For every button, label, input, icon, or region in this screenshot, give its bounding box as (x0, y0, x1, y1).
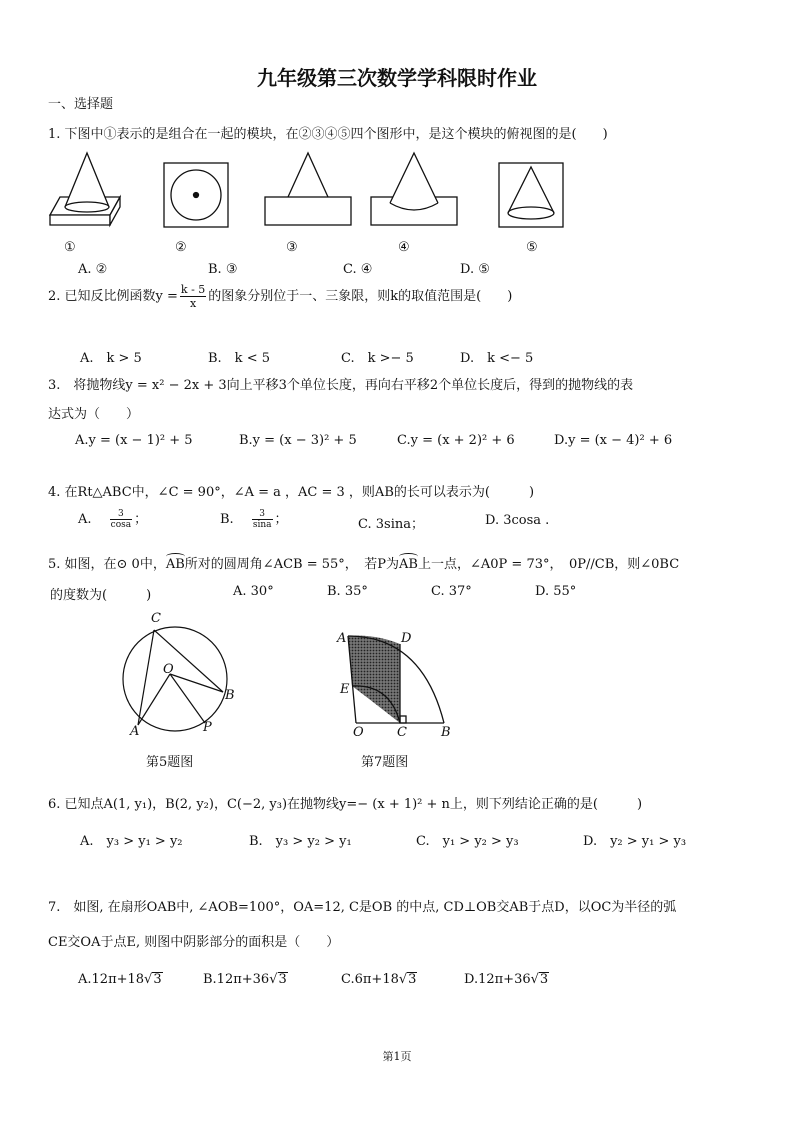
q3-option-b: B.y = (x − 3)² + 5 (239, 433, 357, 448)
q7-label-c: C (397, 725, 407, 740)
q2-stem (48, 283, 512, 310)
q6-option-b: B. y₃ > y₂ > y₁ (249, 834, 352, 849)
q4-option-b: B. $\frac{3}{\sin a}$ ； (220, 509, 288, 530)
q7-option-c-radicand: 3 (408, 972, 417, 987)
q1-figures (0, 145, 794, 265)
q7-option-b: B.12π+36√3 (203, 972, 287, 987)
q2-option-c: C. k >− 5 (341, 351, 414, 366)
q7-figure-caption: 第7题图 (361, 755, 409, 770)
q7-label-d: D (401, 631, 412, 646)
q5-label-p: P (203, 720, 212, 735)
q1-fig-label-3: ③ (286, 240, 298, 255)
q3-option-a: A.y = (x − 1)² + 5 (75, 433, 193, 448)
q5-option-a: A. 30° (233, 584, 274, 599)
q1-figure-1 (50, 153, 120, 225)
q2-frac-num: k - 5 (180, 283, 206, 296)
q1-option-b: B. ③ (208, 262, 238, 277)
q6-option-a: A. y₃ > y₁ > y₂ (80, 834, 183, 849)
q7-label-o: O (353, 725, 364, 740)
q6-stem: 6. 已知点A(1, y₁)，B(2, y₂)，C(−2, y₃)在抛物线y=− (x + 1)² + n上，则下列结论正确的是( ) (48, 797, 643, 812)
q2-option-b: B. k < 5 (208, 351, 270, 366)
q5-figure-caption: 第5题图 (146, 755, 194, 770)
q2-option-d: D. k <− 5 (460, 351, 534, 366)
q5-arc-ab-1: AB (165, 557, 185, 572)
q5-stem-line2: 的度数为( ) (50, 588, 152, 603)
q4-option-b-den: sina (252, 520, 272, 530)
q4-option-a-frac (110, 509, 132, 530)
page-number: 第1页 (382, 1050, 412, 1063)
q2-stem-b: 的图象分别位于一、三象限，则k的取值范围是( ) (208, 289, 513, 304)
q5-stem-b: 所对的圆周角∠ACB = 55°， 若P为 (184, 557, 400, 572)
q7-option-c-text: C.6π+18 (341, 972, 399, 987)
q2-stem-a: 2. 已知反比例函数y = (48, 289, 178, 304)
q1-fig-label-4: ④ (398, 240, 410, 255)
q5-option-d: D. 55° (535, 584, 577, 599)
q4-option-b-label: B. (220, 512, 234, 527)
q3-stem-line1: 3. 将抛物线y = x² − 2x + 3向上平移3个单位长度，再向右平移2个单位长度后，得到的抛物线的表 (48, 378, 634, 393)
q5-arc-ab-2: AB (399, 557, 418, 572)
q5-label-b: B (225, 688, 235, 703)
q7-option-b-text: B.12π+36 (203, 972, 270, 987)
q5-stem-a: 5. 如图，在⊙ 0中， (48, 557, 166, 572)
q5-label-c: C (151, 611, 161, 626)
q5-stem-line1 (48, 553, 679, 572)
q1-stem: 1. 下图中①表示的是组合在一起的模块，在②③④⑤四个图形中，是这个模块的俯视图的是( ) (48, 127, 608, 142)
q6-option-c: C. y₁ > y₂ > y₃ (416, 834, 519, 849)
q1-figure-4 (371, 153, 457, 225)
q1-figure-2 (164, 163, 228, 227)
q7-label-a: A (337, 631, 347, 646)
q1-option-a: A. ② (78, 262, 108, 277)
q4-option-b-num: 3 (252, 509, 273, 520)
q7-label-e: E (340, 682, 350, 697)
q4-option-a-num: 3 (110, 509, 132, 520)
q4-option-c: C. 3sina； (358, 517, 424, 532)
q5-figure (110, 612, 250, 742)
q4-stem: 4. 在Rt△ABC中，∠C = 90°，∠A = a ，AC = 3 ，则AB的长可以表示为( ) (48, 485, 535, 500)
q5-stem-c: 上一点，∠A0P = 73°， 0P//CB，则∠0BC (417, 557, 680, 572)
q1-option-d: D. ⑤ (460, 262, 490, 277)
q2-fraction (180, 283, 206, 310)
q1-figure-5 (499, 163, 563, 227)
q7-stem-line1: 7. 如图, 在扇形OAB中, ∠AOB=100°，OA=12, C是OB 的中点, CD⊥OB交AB于点D，以OC为半径的弧 (48, 900, 677, 915)
q7-label-b: B (441, 725, 451, 740)
q7-option-a-text: A.12π+18 (78, 972, 145, 987)
q6-option-d: D. y₂ > y₁ > y₃ (583, 834, 687, 849)
q4-option-d: D. 3cosa . (485, 513, 550, 528)
q5-label-a: A (130, 724, 140, 739)
q7-option-a: A.12π+18√3 (78, 972, 162, 987)
q5-option-b: B. 35° (327, 584, 368, 599)
q7-stem-line2: CE交OA于点E, 则图中阴影部分的面积是（ ） (48, 935, 340, 950)
q1-figure-3 (265, 153, 351, 225)
q3-option-d: D.y = (x − 4)² + 6 (554, 433, 673, 448)
q5-label-o: O (163, 662, 174, 677)
page-title: 九年级第三次数学学科限时作业 (257, 66, 537, 90)
q2-frac-den: x (189, 297, 197, 310)
q4-option-b-frac (252, 509, 273, 530)
q7-option-b-radicand: 3 (278, 972, 287, 987)
q4-option-a-label: A. (78, 512, 92, 527)
q7-option-d-text: D.12π+36 (464, 972, 531, 987)
q5-option-c: C. 37° (431, 584, 472, 599)
q4-option-a-den: cosa (110, 520, 132, 530)
q1-option-c: C. ④ (343, 262, 373, 277)
q7-option-a-radicand: 3 (153, 972, 162, 987)
q1-fig-label-1: ① (64, 240, 76, 255)
section-heading: 一、选择题 (48, 97, 114, 112)
q1-fig-label-5: ⑤ (526, 240, 538, 255)
q3-option-c: C.y = (x + 2)² + 6 (397, 433, 515, 448)
q7-option-c: C.6π+18√3 (341, 972, 417, 987)
q7-option-d-radicand: 3 (539, 972, 549, 987)
q1-fig-label-2: ② (175, 240, 187, 255)
q4-option-a: A. $\frac{3}{\cos a}$ ； (78, 509, 148, 530)
q3-stem-line2: 达式为（ ） (48, 407, 140, 422)
q7-option-d: D.12π+36√3 (464, 972, 549, 987)
q2-option-a: A. k > 5 (80, 351, 142, 366)
